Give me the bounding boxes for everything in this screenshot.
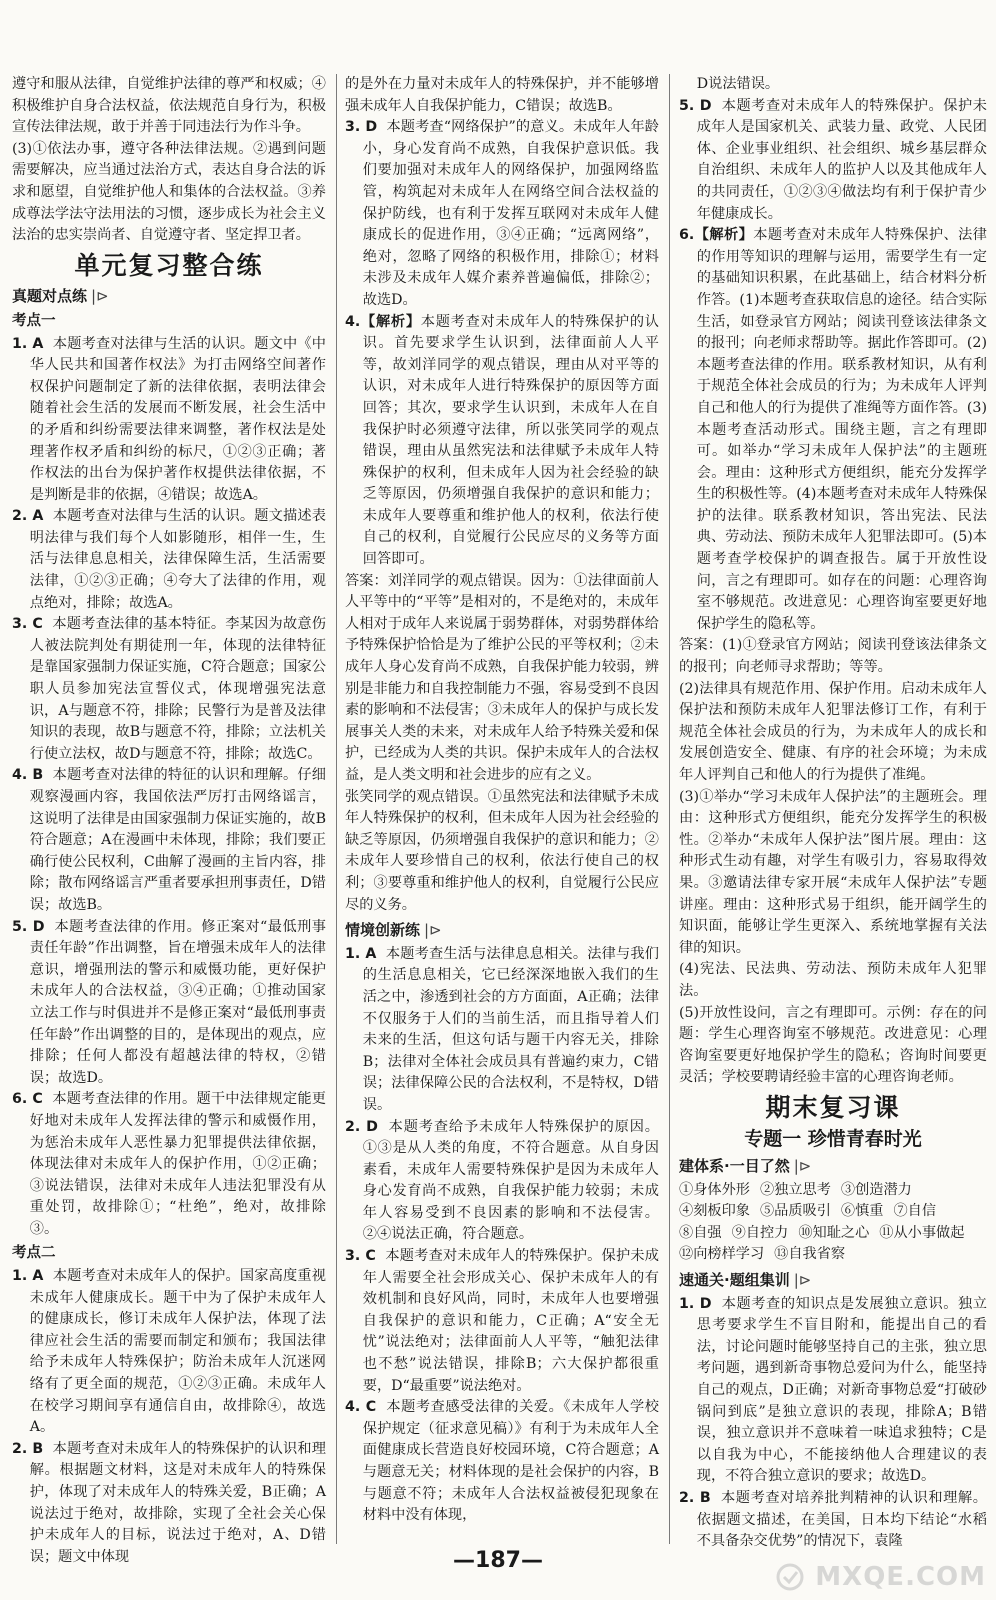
answer-item: 4.【解析】本题考查对未成年人的特殊保护的认识。首先要求学生认识到，法律面前人人平等，故刘洋同学的观点错误，理由从对平等的认识，对未成年人进行特殊保护的原因等方面回答；其次，要求学生认识到，未成年人在自我保护时必须遵守法律，所以张笑同学的观点错误，理由从虽然宪法和法律赋予未成年人特殊保护的权利，但未成年人因为社会经验的缺乏等原因，仍须增强自我保护的意识和能力；未成年人要尊重和维护他人的权利，依法行使自己的权利，自觉履行公民应尽的义务等方面回答即可。	[345, 313, 659, 568]
answer-item: 3. D 本题考查“网络保护”的意义。未成年人年龄小，身心发育尚不成熟，自我保护意识低。我们要加强对未成年人的网络保护，加强网络监管，构筑起对未成年人在网络空间合法权益的保护防线，也有利于发挥互联网对未成年人健康成长的促进作用，③④正确；“远离网络”，绝对，忽略了网络的积极作用，排除①；材料未涉及未成年人媒介素养普遍偏低，排除②；故选D。	[345, 119, 659, 308]
paragraph: 遵守和服从法律，自觉维护法律的尊严和权威；④积极维护自身合法权益，依法规范自身行为，积极宣传法律法规，敢于并善于同违法行为作斗争。	[12, 76, 326, 136]
block-heading: 建体系·一目了然 |⊳	[679, 1157, 812, 1176]
answer-text: (4)宪法、民法典、劳动法、预防未成年人犯罪法。	[679, 961, 987, 999]
topic-heading: 考点二	[12, 1245, 56, 1262]
answer-item: 1. D 本题考查的知识点是发展独立意识。独立思考要求学生不盲目附和，能提出自己的看法，讨论问题时能够坚持自己的主张，独立思考问题，遇到新奇事物总爱问为什么，能坚持自己的观点，D正确；对新奇事物总爱“打破砂锅问到底”是独立意识的表现，排除A；B错误，独立意识并不意味着一味追求独特；C是以自我为中心，不能接纳他人合理建议的表现，不符合独立意识的要求；故选D。	[679, 1295, 987, 1485]
answer-item: 2. D 本题考查给予未成年人特殊保护的原因。①③是从人类的角度，不符合题意。从自身因素看，未成年人需要特殊保护是因为未成年人身心发育尚不成熟，自我保护能力较弱；未成年人容易受到不良因素的影响和不法侵害。②④说法正确，符合题意。	[345, 1118, 659, 1243]
paragraph: 的是外在力量对未成年人的特殊保护，并不能够增强未成年人自我保护能力，C错误；故选B。	[345, 76, 659, 114]
answer-item: 3. C 本题考查法律的基本特征。李某因为故意伤人被法院判处有期徒刑一年，体现的法律特征是靠国家强制力保证实施，C符合题意；国家公职人员参加宪法宣誓仪式，体现增强宪法意识，A与题意不符，排除；民警行为是普及法律知识的表现，故B与题意不符，排除；立法机关行使立法权，故D与题意不符，排除；故选C。	[12, 616, 326, 762]
answer-item: 5. D 本题考查法律的作用。修正案对“最低刑事责任年龄”作出调整，旨在增强未成年人的法律意识，增强刑法的警示和威慑功能，更好保护未成年人的合法权益，③④正确；①推动国家立法工作与时俱进并不是修正案对“最低刑事责任年龄”作出调整的目的，是体现出的观点，应排除；任何人都没有超越法律的特权，②错误；故选D。	[12, 918, 326, 1086]
block-heading: 情境创新练 |⊳	[345, 921, 442, 940]
answer-item: 5. D 本题考查对未成年人的特殊保护。保护未成年人是国家机关、武装力量、政党、人民团体、企业事业组织、社会组织、城乡基层群众自治组织、未成年人的监护人以及其他成年人的共同责任，①②③④做法均有利于保护青少年健康成长。	[679, 97, 987, 222]
answer-item: 6.【解析】本题考查对未成年人特殊保护、法律的作用等知识的理解与运用，需要学生有一定的基础知识积累，在此基础上，结合材料分析作答。(1)本题考查获取信息的途径。结合实际生活，如登录官方网站；阅读刊登该法律条文的报刊；向老师求帮助等。据此作答即可。(2)本题考查法律的作用。联系教材知识，从有利于规范全体社会成员的行为；为未成年人评判自己和他人的行为提供了准绳等方面作答。(3)本题考查活动形式。围绕主题，言之有理即可。如举办“学习未成年人保护法”的主题班会。理由：这种形式方便组织，能充分发挥学生的积极性等。(4)本题考查对未成年人特殊保护的法律。联系教材知识，答出宪法、民法典、劳动法、预防未成年人犯罪法即可。(5)本题考查学校保护的调查报告。属于开放性设问，言之有理即可。如存在的问题：心理咨询室不够规范。改进意见：心理咨询室要更好地保护学生的隐私等。	[679, 227, 987, 632]
answer-text: 张笑同学的观点错误。①虽然宪法和法律赋予未成年人特殊保护的权利，但未成年人因为社会经验的缺乏等原因，仍须增强自我保护的意识和能力；②未成年人要珍惜自己的权利，依法行使自己的权利；③要尊重和维护他人的权利，自觉履行公民应尽的义务。	[345, 788, 659, 913]
block-heading: 速通关·题组集训 |⊳	[679, 1271, 812, 1290]
answer-text: (5)开放性设问，言之有理即可。示例：存在的问题：学生心理咨询室不够规范。改进意见：心理咨询室要更好地保护学生的隐私；咨询时间要更灵活；学校要聘请经验丰富的心理咨询老师。	[679, 1004, 987, 1086]
column-divider	[336, 74, 337, 1544]
page-number: —187—	[453, 1548, 543, 1573]
topic-heading: 考点一	[12, 312, 56, 329]
key-item: ⑤品质吸引	[759, 1203, 831, 1220]
answer-item: 4. B 本题考查对法律的特征的认识和理解。仔细观察漫画内容，我国依法严厉打击网络谣言，这说明了法律是由国家强制力保证实施的，故B符合题意；A在漫画中未体现，排除；我们要正确行使公民权利，C曲解了漫画的主旨内容，排除；散布网络谣言严重者要承担刑事责任，D错误；故选B。	[12, 767, 326, 913]
answer-item: 4. C 本题考查感受法律的关爱。《未成年人学校保护规定（征求意见稿）》有利于为未成年人全面健康成长营造良好校园环境，C符合题意；A与题意无关；材料体现的是社会保护的内容，B与题意不符；未成年人合法权益被侵犯现象在材料中没有体现，	[345, 1399, 659, 1524]
watermark-icon	[775, 1562, 805, 1592]
answer-item: 2. B 本题考查对培养批判精神的认识和理解。依据题文描述，在美国，日本均下结论“水稻不具备杂交优势”的情况下，袁隆	[679, 1490, 987, 1550]
answer-item: 1. A 本题考查对法律与生活的认识。题文中《中华人民共和国著作权法》为打击网络空间著作权保护问题制定了新的法律依据，表明法律会随着社会生活的发展而不断发展，社会生活中的矛盾和纠纷需要法律来调整，著作权法是处理著作权矛盾和纠纷的标尺，①②③正确；著作权法的出台为保护著作权提供法律依据，不是判断是非的依据，④错误；故选A。	[12, 335, 326, 503]
section-title: 单元复习整合练	[74, 250, 264, 280]
column-middle	[345, 74, 659, 1542]
key-item: ①身体外形	[679, 1181, 750, 1198]
answer-item: 6. C 本题考查法律的作用。题干中法律规定能更好地对未成年人发挥法律的警示和威慑作用，为惩治未成年人恶性暴力犯罪提供法律依据，体现法律对未成年人的保护作用，①②正确；③说法错误，法律对未成年人违法犯罪没有从重处罚，故排除①；“杜绝”，绝对，故排除③。	[12, 1091, 326, 1237]
answer-item: 1. A 本题考查生活与法律息息相关。法律与我们的生活息息相关，它已经深深地嵌入我们的生活之中，渗透到社会的方方面面，A正确；法律不仅服务于人们的当前生活，而且指导着人们未来的生活，但这句话与题干内容无关，排除B；法律对全体社会成员具有普遍约束力，C错误；法律保障公民的合法权利，不是特权，D错误。	[345, 945, 659, 1113]
answer-item: 3. C 本题考查对未成年人的特殊保护。保护未成年人需要全社会形成关心、保护未成年人的有效机制和良好风尚，同时，未成年人也要增强自我保护的意识和能力，C正确；A“安全无忧”说法绝对；法律面前人人平等，“触犯法律也不愁”说法错误，排除B；六大保护都很重要，D“最重要”说法绝对。	[345, 1248, 659, 1394]
key-item: ②独立思考	[759, 1181, 831, 1198]
key-list	[679, 1180, 987, 1266]
key-item: ⑬自我省察	[774, 1246, 846, 1263]
key-item: ⑨自控力	[731, 1224, 789, 1241]
paragraph: (3)①依法办事，遵守各种法律法规。②遇到问题需要解决，应当通过法治方式，表达自身合法的诉求和愿望，自觉维护他人和集体的合法权益。③养成尊法学法守法用法的习惯，逐步成长为社会主义法治的忠实崇尚者、自觉遵守者、坚定捍卫者。	[12, 140, 326, 244]
answer-text: 答案：刘洋同学的观点错误。因为：①法律面前人人平等中的“平等”是相对的，不是绝对的，未成年人相对于成年人来说属于弱势群体，对弱势群体给予特殊保护恰恰是为了维护公民的平等权利；②未成年人身心发育尚不成熟，自我保护能力较弱，辨别是非能力和自我控制能力不强，容易受到不良因素的影响和不法侵害；③未成年人的保护与成长发展事关人类的未来，对未成年人给予特殊关爱和保护，已经成为人类的共识。保护未成年人的合法权益，是人类文明和社会进步的应有之义。	[345, 572, 659, 783]
column-left	[12, 74, 326, 1565]
key-item: ⑪从小事做起	[879, 1224, 965, 1241]
key-item: ⑫向榜样学习	[679, 1246, 765, 1263]
column-right	[679, 74, 987, 1550]
answer-item: 2. B 本题考查对未成年人的特殊保护的认识和理解。根据题文材料，这是对未成年人的特殊保护，体现了对未成年人的特殊关爱，B正确；A说法过于绝对，故排除，实现了全社会关心保护未成年人的目标，说法过于绝对，A、D错误；题文中体现	[12, 1440, 326, 1565]
key-item: ③创造潜力	[840, 1181, 912, 1198]
section-title: 期末复习课	[765, 1092, 901, 1122]
paragraph: D说法错误。	[696, 76, 780, 92]
column-divider	[669, 74, 670, 1544]
answer-text: (2)法律具有规范作用、保护作用。启动未成年人保护法和预防未成年人犯罪法修订工作，有利于规范全体社会成员的行为，为未成年人的成长和发展创造安全、健康、有序的社会环境；为未成年人评判自己和他人的行为提供了准绳。	[679, 680, 987, 783]
answer-text: (3)①举办“学习未成年人保护法”的主题班会。理由：这种形式方便组织，能充分发挥学生的积极性。②举办“未成年人保护法”图片展。理由：这种形式生动有趣，对学生有吸引力，容易取得效果。③邀请法律专家开展“未成年人保护法”专题讲座。理由：这种形式易于组织，能开阔学生的知识面，能够让学生更深入、系统地掌握有关法律的知识。	[679, 788, 987, 956]
key-item: ⑧自强	[679, 1224, 722, 1241]
block-heading: 真题对点练 |⊳	[12, 287, 109, 306]
watermark-logo: MXQE.COM	[775, 1562, 986, 1593]
answer-item: 2. A 本题考查对法律与生活的认识。题文描述表明法律与我们每个人如影随形，相伴一生，生活与法律息息相关，法律保障生活，生活需要法律，①②③正确；④夸大了法律的作用，观点绝对，排除；故选A。	[12, 508, 326, 611]
answer-text: 答案：(1)①登录官方网站；阅读刊登该法律条文的报刊；向老师寻求帮助；等等。	[679, 637, 987, 676]
key-item: ④刻板印象	[679, 1203, 750, 1220]
key-item: ⑩知耻之心	[798, 1224, 870, 1241]
key-item: ⑦自信	[893, 1203, 937, 1220]
section-subtitle: 专题一 珍惜青春时光	[744, 1127, 922, 1150]
key-item: ⑥慎重	[840, 1203, 884, 1220]
answer-item: 1. A 本题考查对未成年人的保护。国家高度重视未成年人健康成长。题干中为了保护未成年人的健康成长，修订未成年人保护法，体现了法律应社会生活的需要而制定和颁布；我国法律给予未成年人特殊保护；防治未成年人沉迷网络有了更全面的规范，①②③正确。未成年人在校学习期间享有通信自由，故排除④，故选A。	[12, 1268, 326, 1436]
